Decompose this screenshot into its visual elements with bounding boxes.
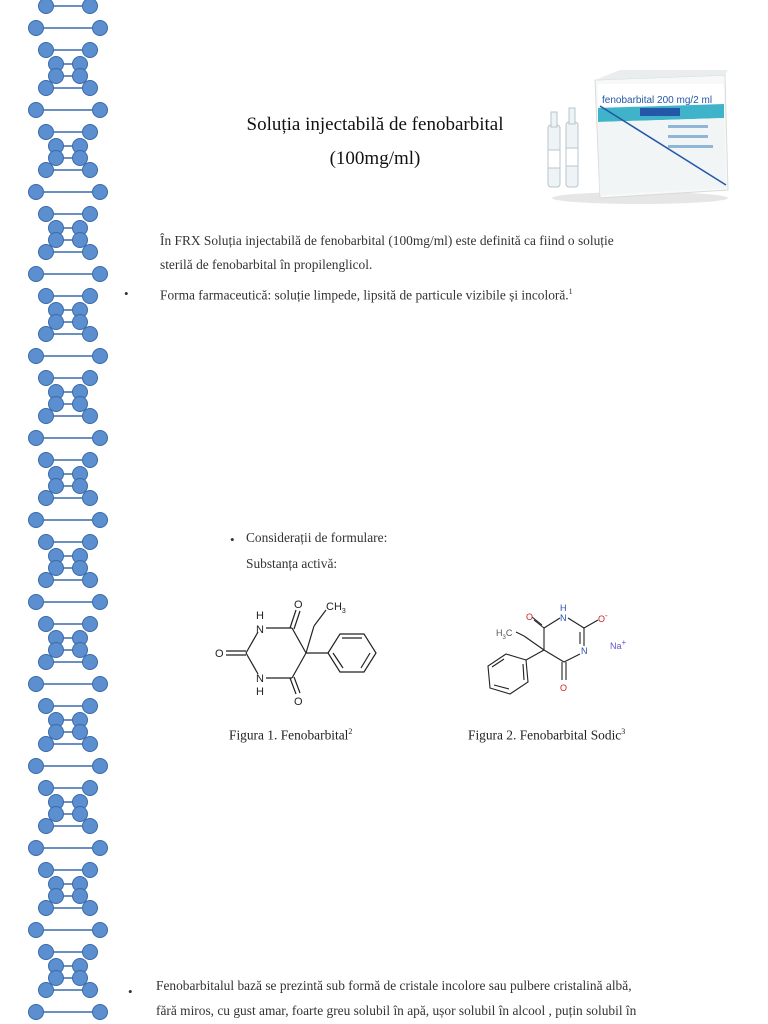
dna-node <box>73 315 88 330</box>
bullet-marker: • <box>230 532 235 547</box>
fig1-reference: 2 <box>348 727 353 736</box>
fig1-h-top: H <box>256 610 264 622</box>
dna-node <box>73 807 88 822</box>
phenobarbital-sodium-structure-diagram <box>480 598 640 703</box>
dna-node <box>93 267 108 282</box>
dna-node <box>93 677 108 692</box>
dna-node <box>73 233 88 248</box>
dna-node <box>83 453 98 468</box>
dna-node <box>73 971 88 986</box>
dna-node <box>83 863 98 878</box>
dna-node <box>93 1005 108 1020</box>
dna-node <box>39 409 54 424</box>
dna-node <box>39 81 54 96</box>
dna-node <box>93 349 108 364</box>
page-title: Soluția injectabilă de fenobarbital <box>246 114 504 135</box>
dna-node <box>83 983 98 998</box>
dna-node <box>29 759 44 774</box>
fig1-o-bottom: O <box>294 696 303 708</box>
dna-node <box>83 901 98 916</box>
dna-node <box>83 573 98 588</box>
figure-1-caption <box>229 727 352 743</box>
dna-node <box>49 233 64 248</box>
dna-node <box>83 781 98 796</box>
dna-node <box>83 163 98 178</box>
dna-node <box>39 371 54 386</box>
dna-node <box>29 103 44 118</box>
dna-node <box>39 535 54 550</box>
dna-node <box>39 819 54 834</box>
dna-node <box>93 595 108 610</box>
fig2-o-left: O <box>526 612 534 622</box>
dna-node <box>83 535 98 550</box>
dna-node <box>39 737 54 752</box>
dna-node <box>93 923 108 938</box>
dna-node <box>73 69 88 84</box>
dna-node <box>49 397 64 412</box>
fig1-o-left: O <box>215 648 224 660</box>
dna-border-decoration <box>0 0 120 1024</box>
dna-node <box>49 807 64 822</box>
dna-node <box>29 21 44 36</box>
dna-node <box>39 207 54 222</box>
fig2-o-bottom: O <box>560 683 568 693</box>
bullet-consideratii: Considerații de formulare: <box>246 530 388 545</box>
dna-node <box>29 677 44 692</box>
dna-node <box>83 819 98 834</box>
dna-node <box>83 491 98 506</box>
dna-node <box>29 349 44 364</box>
dna-node <box>49 151 64 166</box>
dna-node <box>49 69 64 84</box>
page-subtitle: (100mg/ml) <box>329 148 421 169</box>
dna-node <box>83 371 98 386</box>
dna-node <box>83 327 98 342</box>
dna-node <box>83 945 98 960</box>
intro-line-1: În FRX Soluția injectabilă de fenobarbital (100mg/ml) este definită ca fiind o soluție <box>160 233 614 248</box>
substanta-activa-label: Substanța activă: <box>246 556 338 571</box>
dna-node <box>39 781 54 796</box>
dna-node <box>49 889 64 904</box>
fig2-h-top: H <box>560 603 567 613</box>
dna-node <box>39 945 54 960</box>
dna-node <box>83 81 98 96</box>
dna-node <box>29 431 44 446</box>
dna-node <box>39 453 54 468</box>
dna-node <box>83 409 98 424</box>
dna-node <box>39 327 54 342</box>
dna-node <box>49 315 64 330</box>
dna-node <box>49 643 64 658</box>
dna-node <box>39 43 54 58</box>
dna-node <box>93 513 108 528</box>
dna-node <box>73 151 88 166</box>
bottom-paragraph-line-2: fără miros, cu gust amar, foarte greu solubil în apă, ușor solubil în alcool , puțin solubil în <box>156 1003 637 1018</box>
fig1-caption-text: Figura 1. Fenobarbital <box>229 727 349 743</box>
fig2-reference: 3 <box>621 727 626 736</box>
dna-node <box>83 699 98 714</box>
dna-node <box>29 923 44 938</box>
bottom-paragraph-line-1: Fenobarbitalul bază se prezintă sub formă de cristale incolore sau pulbere cristalină albă, <box>156 978 632 993</box>
dna-node <box>83 43 98 58</box>
dna-node <box>29 267 44 282</box>
dna-node <box>83 0 98 14</box>
dna-node <box>93 103 108 118</box>
fig2-h3c: $H_3C$ <box>496 628 513 641</box>
bullet-marker: • <box>124 286 129 301</box>
dna-node <box>39 983 54 998</box>
dna-node <box>93 841 108 856</box>
fig1-h-bottom: H <box>256 686 264 698</box>
dna-node <box>73 397 88 412</box>
box-brand-text: fenobarbital 200 mg/2 ml <box>602 95 713 106</box>
dna-node <box>83 125 98 140</box>
fig2-o-minus: O- <box>598 611 608 624</box>
dna-node <box>73 643 88 658</box>
dna-node <box>39 573 54 588</box>
fig1-n-top: N <box>256 624 264 636</box>
dna-node <box>73 725 88 740</box>
fig2-n-top: N <box>560 613 567 623</box>
fig1-ch3: $CH_3$ <box>326 601 346 615</box>
fig1-n-bottom: N <box>256 673 264 685</box>
figure-2-caption <box>468 727 625 743</box>
dna-node <box>29 1005 44 1020</box>
dna-node <box>29 185 44 200</box>
dna-node <box>49 561 64 576</box>
dna-node <box>73 479 88 494</box>
dna-node <box>39 863 54 878</box>
forma-reference: 1 <box>568 287 573 296</box>
phenobarbital-structure-diagram <box>210 596 385 708</box>
dna-node <box>93 185 108 200</box>
dna-node <box>83 655 98 670</box>
dna-node <box>39 617 54 632</box>
dna-node <box>93 759 108 774</box>
dna-node <box>39 491 54 506</box>
dna-node <box>39 125 54 140</box>
dna-node <box>83 617 98 632</box>
fig2-na: Na+ <box>610 638 627 651</box>
dna-node <box>39 163 54 178</box>
dna-node <box>49 725 64 740</box>
dna-node <box>93 431 108 446</box>
forma-text: Forma farmaceutică: soluție limpede, lipsită de particule vizibile și incoloră. <box>160 287 569 303</box>
dna-node <box>73 889 88 904</box>
bullet-marker: • <box>128 984 133 999</box>
dna-node <box>83 289 98 304</box>
dna-node <box>39 901 54 916</box>
fig2-n-right: N <box>581 646 588 656</box>
dna-node <box>29 595 44 610</box>
fig1-o-top: O <box>294 599 303 611</box>
dna-node <box>39 655 54 670</box>
dna-node <box>39 245 54 260</box>
product-box-image <box>540 70 730 205</box>
dna-node <box>39 0 54 14</box>
dna-node <box>83 207 98 222</box>
dna-node <box>49 971 64 986</box>
dna-node <box>49 479 64 494</box>
dna-node <box>39 289 54 304</box>
bullet-forma-farmaceutica <box>160 280 573 307</box>
dna-node <box>39 699 54 714</box>
ampoule-icon <box>548 108 578 187</box>
dna-node <box>93 21 108 36</box>
dna-node <box>29 513 44 528</box>
dna-node <box>73 561 88 576</box>
dna-node <box>83 737 98 752</box>
intro-line-2: sterilă de fenobarbital în propilenglicol. <box>160 257 373 272</box>
dna-node <box>83 245 98 260</box>
fig2-caption-text: Figura 2. Fenobarbital Sodic <box>468 727 622 743</box>
dna-node <box>29 841 44 856</box>
